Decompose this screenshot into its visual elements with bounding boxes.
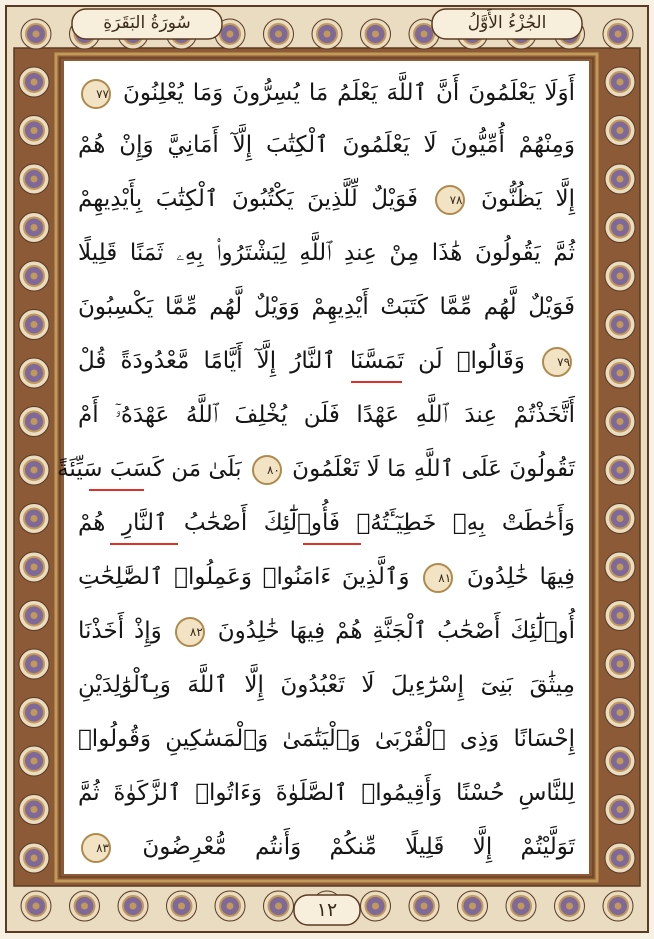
text-line <box>78 77 575 109</box>
frame-flower-center <box>617 515 624 522</box>
verse-text: إِلَّا يَظُنُّونَ <box>481 186 576 212</box>
frame-flower-center <box>469 903 476 910</box>
text-line <box>57 453 575 485</box>
frame-flower-center <box>617 758 624 765</box>
frame-flower-center <box>31 467 38 474</box>
frame-flower-center <box>617 564 624 571</box>
frame-flower-center <box>31 709 38 716</box>
frame-flower-center <box>31 418 38 425</box>
frame-flower-center <box>130 903 137 910</box>
frame-flower-center <box>31 321 38 328</box>
frame-flower-center <box>617 661 624 668</box>
frame-flower-center <box>617 224 624 231</box>
page-number: ١٢ <box>316 899 338 921</box>
frame-flower-center <box>615 903 622 910</box>
verse-text: لِلنَّاسِ حُسْنًا وَأَقِيمُوا۟ ٱلصَّلَوٰةَ وَءَاتُوا۟ ٱلزَّكَوٰةَ ثُمَّ <box>78 780 575 806</box>
frame-flower-center <box>31 515 38 522</box>
frame-flower-center <box>33 903 40 910</box>
ayah-number-marker: ٧٩ <box>542 347 572 377</box>
red-underline-mark <box>303 543 361 545</box>
frame-flower-center <box>31 806 38 813</box>
frame-flower-center <box>615 31 622 38</box>
frame-flower-center <box>566 903 573 910</box>
quran-text-panel <box>57 61 589 874</box>
frame-flower-center <box>31 79 38 86</box>
frame-flower-center <box>275 31 282 38</box>
red-underline-mark <box>110 543 178 545</box>
frame-flower-center <box>617 79 624 86</box>
verse-text: فِيهَا خَٰلِدُونَ <box>466 564 576 590</box>
frame-flower-center <box>518 903 525 910</box>
verse-text: وَمِنْهُمْ أُمِّيُّونَ لَا يَعْلَمُونَ ٱلْكِتَٰبَ إِلَّآ أَمَانِيَّ وَإِنْ هُمْ <box>78 132 575 158</box>
frame-flower-center <box>617 127 624 134</box>
frame-flower-center <box>31 564 38 571</box>
frame-flower-center <box>275 903 282 910</box>
ayah-number-marker: ٨٠ <box>252 455 282 485</box>
text-line <box>78 183 575 215</box>
frame-flower-center <box>31 273 38 280</box>
text-line <box>78 237 575 269</box>
frame-flower-center <box>324 31 331 38</box>
text-line <box>78 669 575 701</box>
frame-flower-center <box>421 903 428 910</box>
ayah-number-marker: ٧٨ <box>435 185 465 215</box>
frame-flower-center <box>421 31 428 38</box>
frame-flower-center <box>178 903 185 910</box>
text-line <box>78 129 575 161</box>
verse-text: أَتَّخَذْتُمْ عِندَ ٱللَّهِ عَهْدًا فَلَن يُخْلِفَ ٱللَّهُ عَهْدَهُۥٓ أَمْ <box>78 402 575 428</box>
frame-flower-center <box>617 370 624 377</box>
frame-flower-center <box>227 31 234 38</box>
ayah-number-marker: ٨١ <box>423 563 453 593</box>
frame-flower-center <box>617 418 624 425</box>
frame-flower-center <box>372 903 379 910</box>
verse-text: فَوَيْلٌ لَّهُم مِّمَّا كَتَبَتْ أَيْدِيهِمْ وَوَيْلٌ لَّهُم مِّمَّا يَكْسِبُونَ <box>78 294 575 320</box>
frame-flower-center <box>617 612 624 619</box>
verse-text: مِيثَٰقَ بَنِىٓ إِسْرَٰٓءِيلَ لَا تَعْبُدُونَ إِلَّا ٱللَّهَ وَبِٱلْوَٰلِدَيْنِ <box>78 672 575 698</box>
text-line <box>78 777 575 809</box>
frame-flower-center <box>31 127 38 134</box>
verse-text: إِحْسَانًا وَذِى ٱلْقُرْبَىٰ وَٱلْيَتَٰمَىٰ وَٱلْمَسَٰكِينِ وَقُولُوا۟ <box>78 726 575 752</box>
frame-flower-center <box>31 855 38 862</box>
juz-title: الجُزْءُ الأَوَّلُ <box>467 13 547 33</box>
frame-flower-center <box>617 467 624 474</box>
verse-text: وَقَالُوا۟ لَن تَمَسَّنَا ٱلنَّارُ إِلَّآ أَيَّامًا مَّعْدُودَةً قُلْ <box>78 348 525 374</box>
frame-flower-center <box>31 224 38 231</box>
red-underline-mark <box>351 381 402 383</box>
frame-flower-center <box>617 321 624 328</box>
text-line <box>78 561 575 593</box>
ayah-number-marker: ٨٢ <box>175 617 205 647</box>
verse-text: بَلَىٰ مَن كَسَبَ سَيِّئَةً <box>57 456 242 482</box>
verse-text: وَإِذْ أَخَذْنَا <box>78 618 162 644</box>
surah-title: سُورَةُ البَقَرَةِ <box>103 13 191 33</box>
frame-flower-center <box>617 855 624 862</box>
text-line <box>78 345 575 377</box>
frame-flower-center <box>31 176 38 183</box>
red-underline-mark <box>89 489 144 491</box>
frame-flower-center <box>617 176 624 183</box>
frame-flower-center <box>31 612 38 619</box>
frame-flower-center <box>617 806 624 813</box>
text-line <box>78 615 575 647</box>
frame-flower-center <box>31 370 38 377</box>
verse-text: تَوَلَّيْتُمْ إِلَّا قَلِيلًا مِّنكُمْ وَأَنتُم مُّعْرِضُونَ <box>142 834 576 860</box>
verse-text: ثُمَّ يَقُولُونَ هَٰذَا مِنْ عِندِ ٱللَّهِ لِيَشْتَرُوا۟ بِهِۦ ثَمَنًا قَلِيلًا <box>78 240 575 266</box>
text-line <box>78 399 575 431</box>
verse-text: وَأَحَٰطَتْ بِهِۦ خَطِيٓـَٔتُهُۥ فَأُو۟لَٰٓئِكَ أَصْحَٰبُ ٱلنَّارِ هُمْ <box>78 510 575 536</box>
frame-flower-center <box>81 903 88 910</box>
frame-flower-center <box>617 273 624 280</box>
text-line <box>78 291 575 323</box>
verse-text: أُو۟لَٰٓئِكَ أَصْحَٰبُ ٱلْجَنَّةِ هُمْ فِيهَا خَٰلِدُونَ <box>217 618 576 644</box>
ayah-number-marker: ٨٣ <box>81 833 111 863</box>
verse-text: أَوَلَا يَعْلَمُونَ أَنَّ ٱللَّهَ يَعْلَمُ مَا يُسِرُّونَ وَمَا يُعْلِنُونَ <box>123 80 576 106</box>
ayah-number-marker: ٧٧ <box>81 79 111 109</box>
text-line <box>78 831 575 863</box>
verse-text: تَقُولُونَ عَلَى ٱللَّهِ مَا لَا تَعْلَمُونَ <box>292 456 575 482</box>
frame-flower-center <box>227 903 234 910</box>
frame-flower-center <box>33 31 40 38</box>
frame-flower-center <box>31 758 38 765</box>
frame-flower-center <box>31 661 38 668</box>
frame-flower-center <box>372 31 379 38</box>
verse-text: وَٱلَّذِينَ ءَامَنُوا۟ وَعَمِلُوا۟ ٱلصَّٰلِحَٰتِ <box>78 564 410 590</box>
verse-text: فَوَيْلٌ لِّلَّذِينَ يَكْتُبُونَ ٱلْكِتَٰبَ بِأَيْدِيهِمْ <box>78 186 418 212</box>
text-line <box>78 507 575 539</box>
frame-flower-center <box>617 709 624 716</box>
text-line <box>78 723 575 755</box>
